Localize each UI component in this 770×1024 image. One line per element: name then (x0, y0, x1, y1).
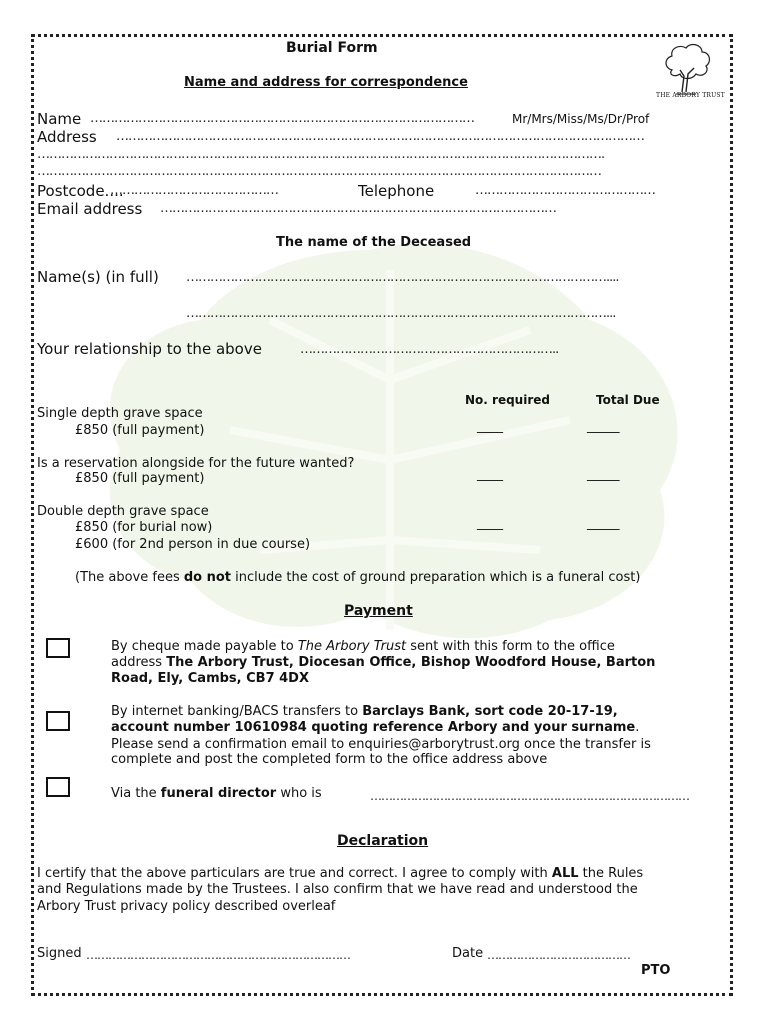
deceased-heading: The name of the Deceased (276, 235, 472, 250)
cheque-line-1: By cheque made payable to The Arbory Trust sent with this form to the office (111, 639, 615, 654)
single-no-required[interactable]: ____ (477, 419, 503, 434)
funeral-director-checkbox[interactable] (46, 777, 70, 797)
name-field[interactable]: …………………………………………………………………………………… (90, 111, 474, 126)
logo-text: THE ARBORY TRUST (656, 92, 725, 99)
declaration-line-2: and Regulations made by the Trustees. I also confirm that we have read and understood the (37, 882, 638, 897)
relationship-label: Your relationship to the above (37, 340, 262, 358)
funeral-director-line: Via the funeral director who is (111, 786, 322, 801)
bank-line-3: Please send a confirmation email to enquiries@arborytrust.org once the transfer is (111, 737, 651, 752)
single-total-due[interactable]: _____ (587, 419, 620, 434)
date-label: Date (452, 946, 484, 961)
correspondence-heading: Name and address for correspondence (184, 75, 468, 90)
double-total-due[interactable]: _____ (587, 516, 620, 531)
signed-label: Signed (37, 946, 82, 961)
leaf-watermark-icon (70, 230, 710, 650)
funeral-director-field[interactable]: …………………………………………………………………………… (370, 789, 689, 803)
col-total-due: Total Due (596, 393, 660, 407)
postcode-label: Postcode.... (37, 182, 124, 200)
double-no-required[interactable]: ____ (477, 516, 503, 531)
double-price-2: £600 (for 2nd person in due course) (75, 537, 311, 552)
email-label: Email address (37, 200, 143, 218)
payment-heading: Payment (344, 603, 413, 619)
names-field-1[interactable]: …………………………………………………………………………………………….... (186, 270, 619, 285)
telephone-field[interactable]: ……………………………………… (475, 183, 655, 198)
single-price: £850 (full payment) (75, 423, 205, 438)
reservation-no-required[interactable]: ____ (477, 467, 503, 482)
fees-note: (The above fees do not include the cost of ground preparation which is a funeral cost) (75, 570, 641, 585)
double-price-1: £850 (for burial now) (75, 520, 213, 535)
names-label: Name(s) (in full) (37, 268, 159, 286)
double-title: Double depth grave space (37, 504, 209, 519)
cheque-line-3: Road, Ely, Cambs, CB7 4DX (111, 671, 309, 686)
cheque-checkbox[interactable] (46, 638, 70, 658)
declaration-line-1: I certify that the above particulars are true and correct. I agree to comply with ALL the Rules (37, 866, 644, 881)
cheque-line-2: address The Arbory Trust, Diocesan Office, Bishop Woodford House, Barton (111, 655, 656, 670)
relationship-field[interactable]: ……………………………………………………….. (300, 342, 559, 357)
date-field[interactable]: ………………………………… (487, 948, 630, 962)
address-field-3[interactable]: …………………………………………………………………………………………………………………………… (37, 164, 601, 179)
signed-field[interactable]: ……………………………………………………………… (86, 948, 350, 962)
declaration-line-3: Arbory Trust privacy policy described overleaf (37, 899, 336, 914)
bank-line-4: complete and post the completed form to the office address above (111, 752, 548, 767)
email-field[interactable]: ……………………………………………………………………………………… (160, 201, 556, 216)
col-no-required: No. required (465, 393, 550, 407)
address-field-2[interactable]: ……………………………………………………………………………………………………………………………. (37, 147, 605, 162)
single-title: Single depth grave space (37, 406, 203, 421)
postcode-field[interactable]: …………………………………… (110, 183, 278, 198)
address-field-1[interactable]: …………………………………………………………………………………………………………………… (116, 129, 644, 144)
reservation-price: £850 (full payment) (75, 471, 205, 486)
telephone-label: Telephone (358, 182, 435, 200)
bank-line-2: account number 10610984 quoting reference Arbory and your surname. (111, 720, 640, 735)
title-options[interactable]: Mr/Mrs/Miss/Ms/Dr/Prof (512, 112, 650, 126)
bank-transfer-checkbox[interactable] (46, 711, 70, 731)
names-field-2[interactable]: ……………………………………………………………………………………………... (186, 306, 616, 321)
bank-line-1: By internet banking/BACS transfers to Barclays Bank, sort code 20-17-19, (111, 704, 618, 719)
reservation-total-due[interactable]: _____ (587, 467, 620, 482)
form-title: Burial Form (286, 40, 378, 56)
declaration-heading: Declaration (337, 833, 429, 849)
name-label: Name (37, 110, 82, 128)
reservation-title: Is a reservation alongside for the future wanted? (37, 456, 355, 471)
address-label: Address (37, 128, 97, 146)
pto-label: PTO (641, 963, 671, 978)
